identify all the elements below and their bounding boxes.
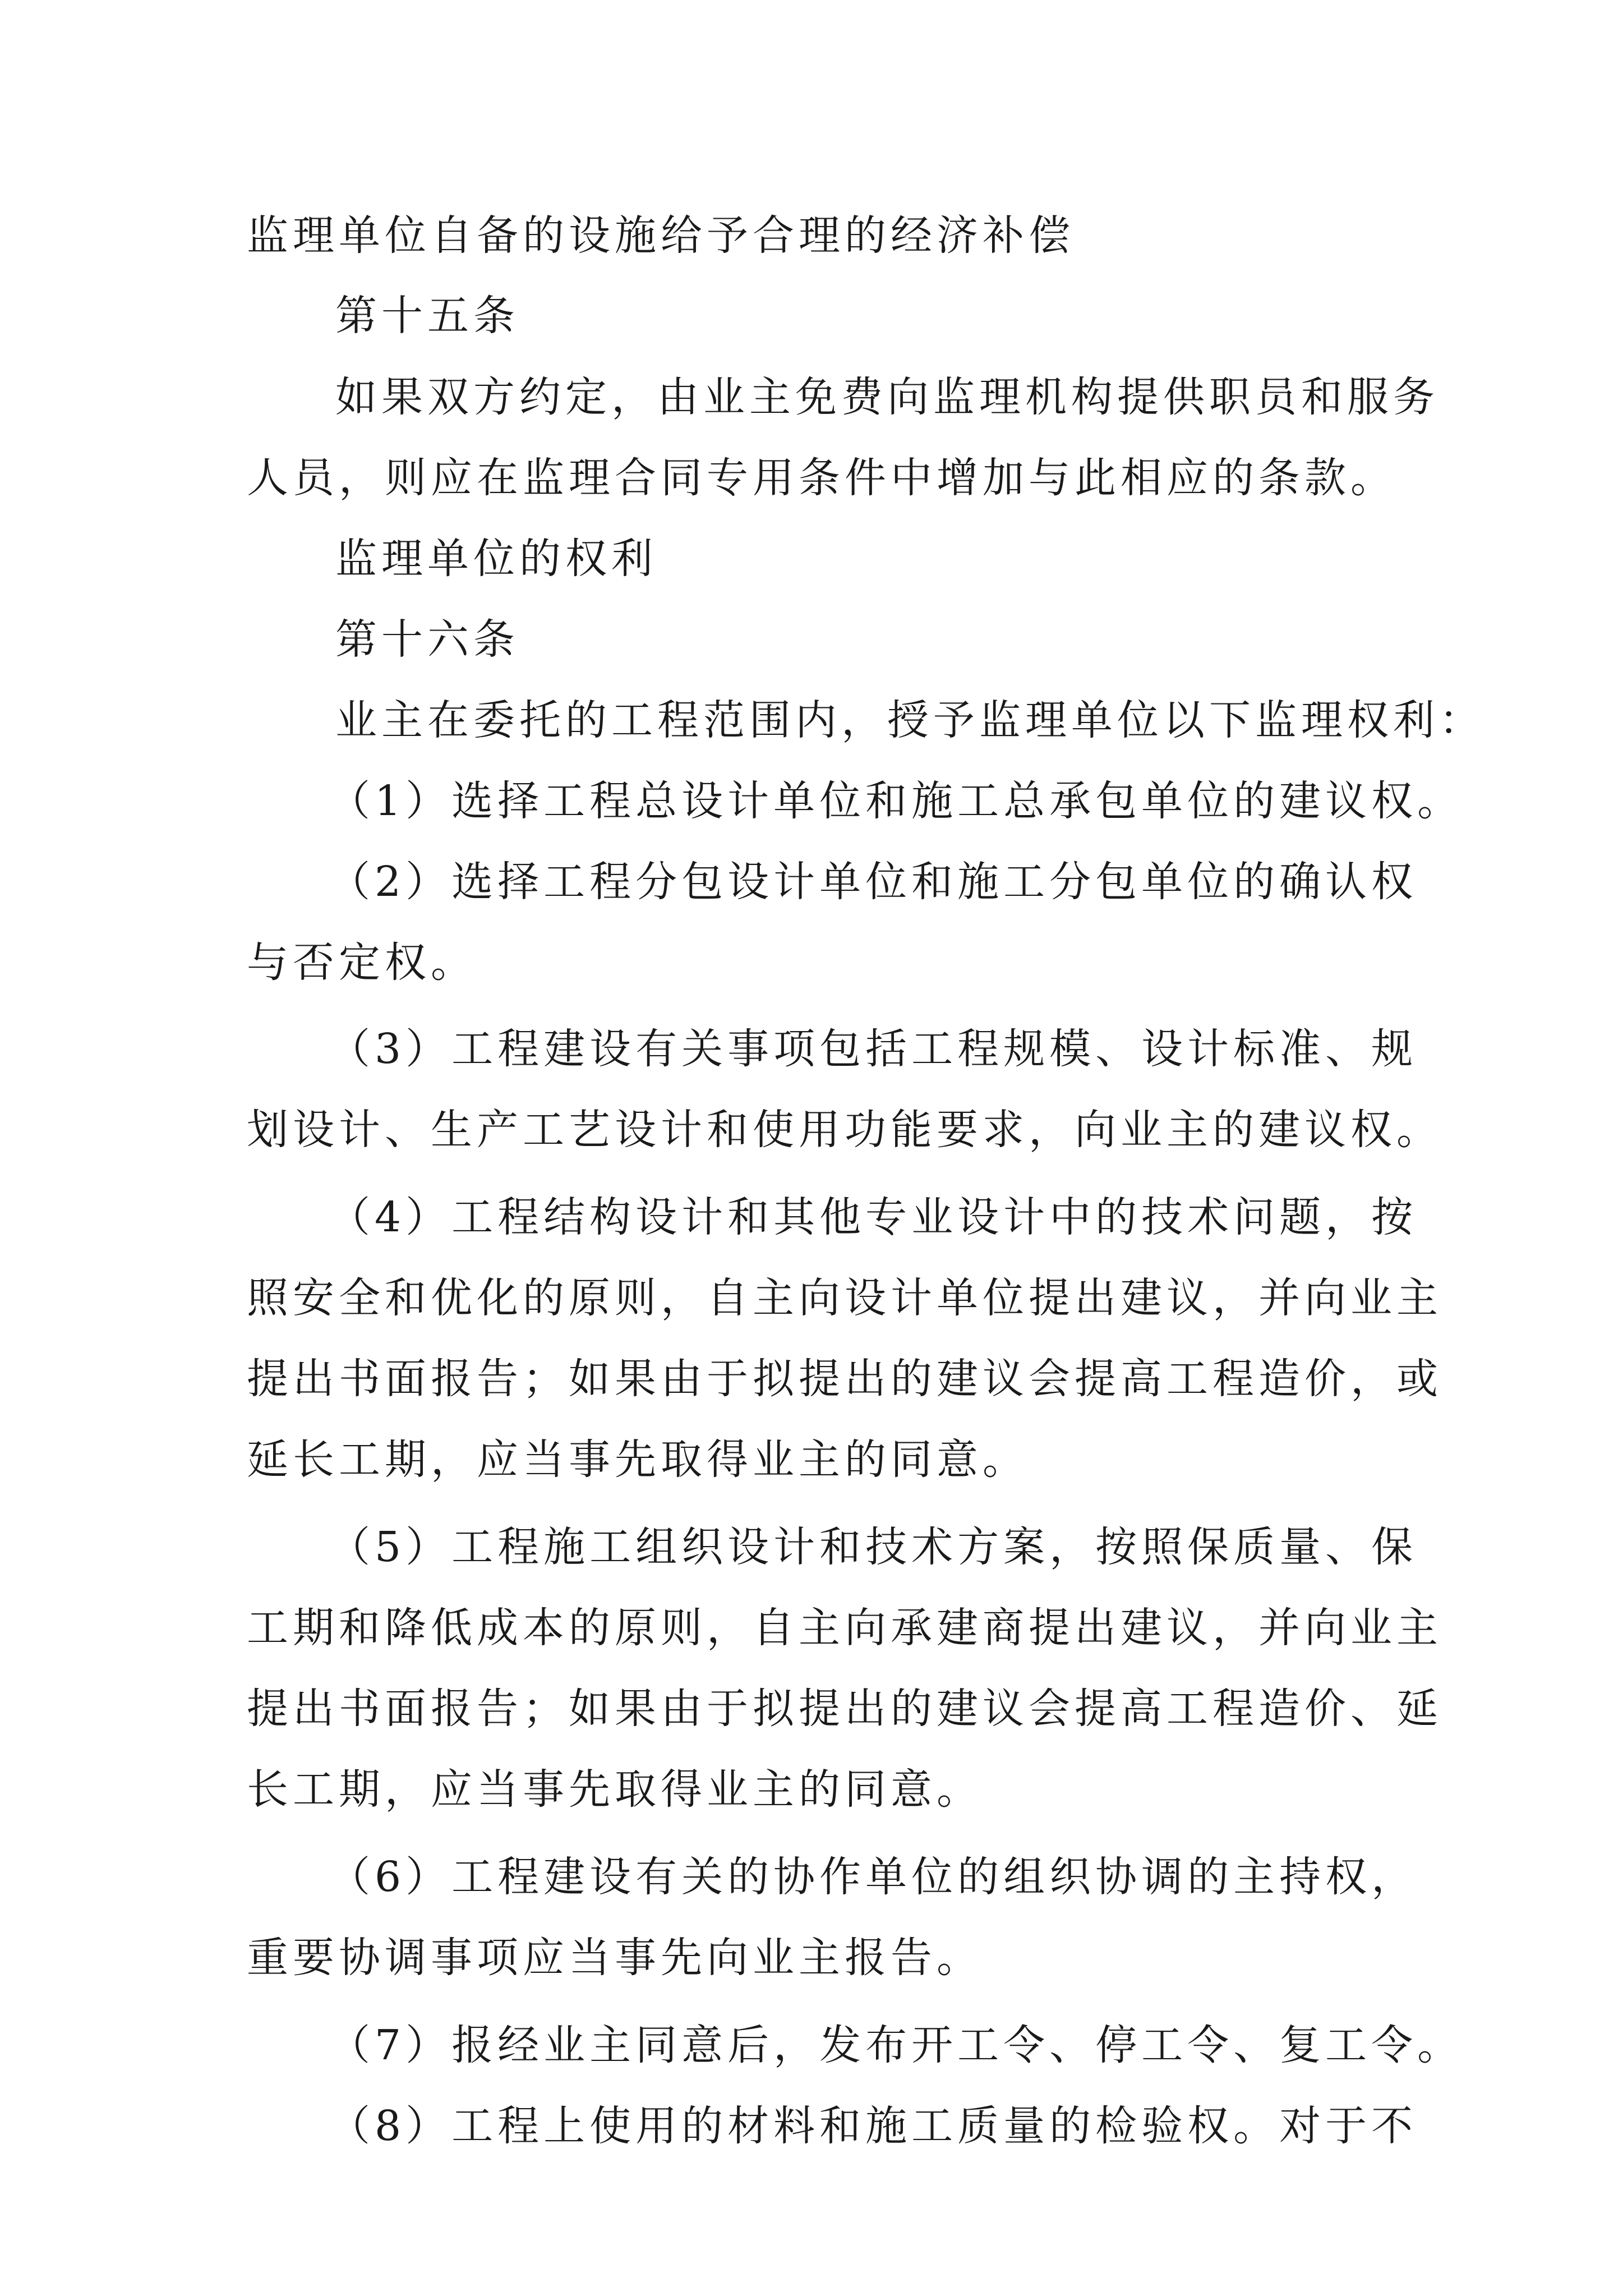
list-item: （3）工程建设有关事项包括工程规模、设计标准、规 — [329, 1025, 1418, 1073]
text-line: 划设计、生产工艺设计和使用功能要求，向业主的建议权。 — [247, 1106, 1442, 1154]
list-item: （2）选择工程分包设计单位和施工分包单位的确认权 — [329, 858, 1418, 906]
text-line: 提出书面报告；如果由于拟提出的建议会提高工程造价，或 — [247, 1355, 1442, 1403]
list-item: （5）工程施工组织设计和技术方案，按照保质量、保 — [329, 1523, 1418, 1571]
list-item: （4）工程结构设计和其他专业设计中的技术问题，按 — [329, 1193, 1418, 1241]
article-heading: 第十六条 — [335, 615, 519, 664]
text-line: 人员，则应在监理合同专用条件中增加与此相应的条款。 — [247, 454, 1396, 502]
text-line: 监理单位自备的设施给予合理的经济补偿 — [247, 211, 1075, 260]
text-line: 与否定权。 — [247, 938, 477, 987]
article-heading: 第十五条 — [335, 292, 519, 340]
text-line: 业主在委托的工程范围内，授予监理单位以下监理权利： — [335, 696, 1485, 744]
text-line: 重要协调事项应当事先向业主报告。 — [247, 1934, 983, 1982]
text-line: 长工期，应当事先取得业主的同意。 — [247, 1765, 983, 1814]
section-heading: 监理单位的权利 — [335, 535, 657, 583]
text-line: 照安全和优化的原则，自主向设计单位提出建议，并向业主 — [247, 1274, 1442, 1322]
list-item: （6）工程建设有关的协作单位的组织协调的主持权， — [329, 1853, 1418, 1901]
list-item: （7）报经业主同意后，发布开工令、停工令、复工令。 — [329, 2021, 1464, 2069]
text-line: 如果双方约定，由业主免费向监理机构提供职员和服务 — [335, 373, 1439, 421]
text-line: 延长工期，应当事先取得业主的同意。 — [247, 1435, 1029, 1484]
list-item: （1）选择工程总设计单位和施工总承包单位的建议权。 — [329, 777, 1464, 825]
list-item: （8）工程上使用的材料和施工质量的检验权。对于不 — [329, 2102, 1418, 2150]
text-line: 工期和降低成本的原则，自主向承建商提出建议，并向业主 — [247, 1604, 1442, 1652]
text-line: 提出书面报告；如果由于拟提出的建议会提高工程造价、延 — [247, 1685, 1442, 1733]
